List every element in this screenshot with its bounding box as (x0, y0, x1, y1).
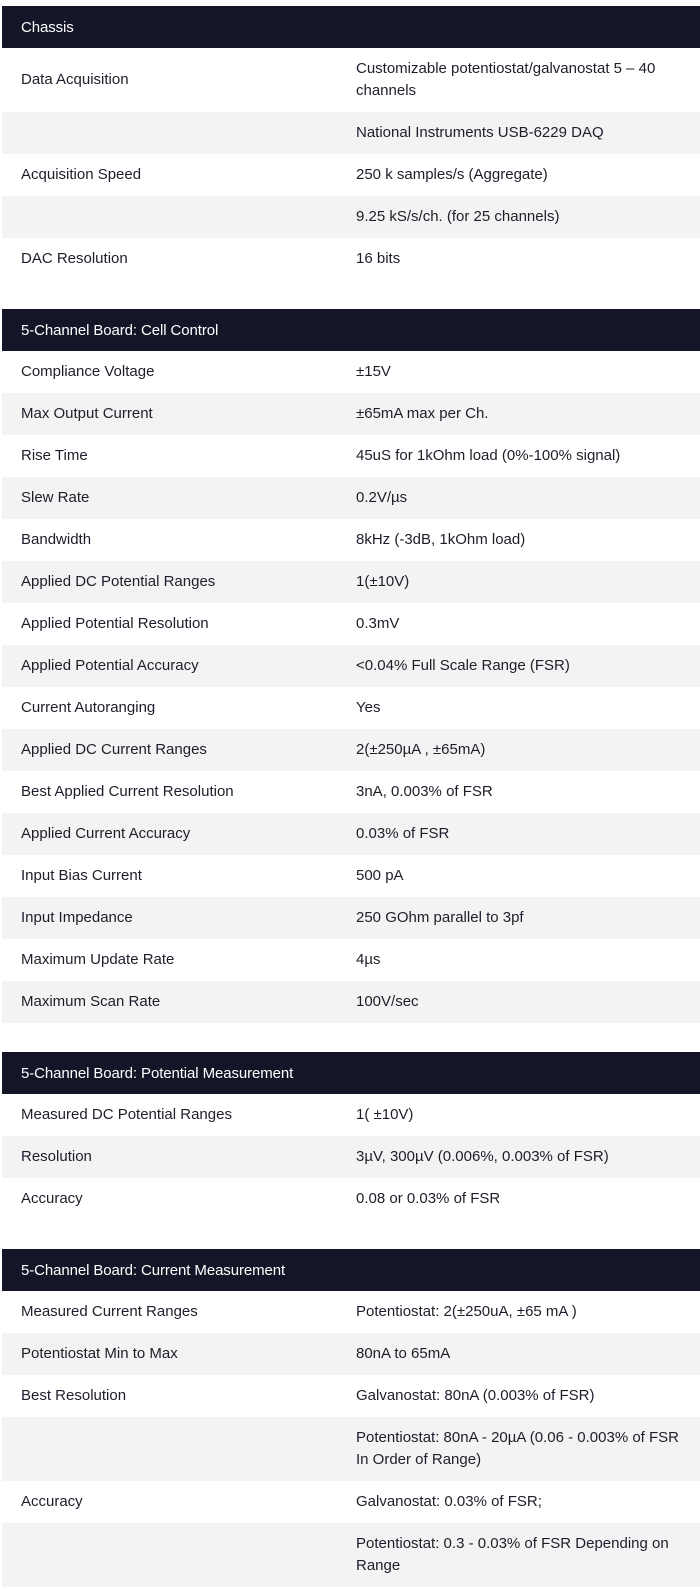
spec-row (2, 238, 700, 280)
spec-value: Customizable potentiostat/galvanostat 5 – 40 channels (356, 60, 656, 99)
spec-value: 3µV, 300µV (0.006%, 0.003% of FSR) (343, 1136, 700, 1178)
spec-row (2, 939, 700, 981)
spec-value: <0.04% Full Scale Range (FSR) (343, 645, 700, 687)
spec-row (2, 112, 700, 154)
spec-row (2, 1481, 700, 1523)
spec-value: 80nA to 65mA (343, 1333, 700, 1375)
spec-value: 0.08 or 0.03% of FSR (356, 1190, 501, 1207)
spec-label: Measured Current Ranges (21, 1303, 198, 1320)
spec-label: Input Impedance (2, 897, 343, 939)
spec-row (2, 1094, 700, 1136)
spec-value: 4µs (356, 951, 381, 968)
spec-value: National Instruments USB-6229 DAQ (343, 112, 700, 154)
spec-value: 2(±250µA , ±65mA) (343, 729, 700, 771)
section-potential-measurement (2, 1052, 698, 1220)
spec-label: Max Output Current (2, 393, 343, 435)
spec-label: Accuracy (21, 1190, 83, 1207)
spec-row (2, 1178, 700, 1220)
spec-value: 8kHz (-3dB, 1kOhm load) (356, 531, 526, 548)
spec-row (2, 897, 700, 939)
spec-value: 0.2V/µs (343, 477, 700, 519)
spec-label (2, 112, 343, 154)
spec-value: 3nA, 0.003% of FSR (356, 783, 493, 800)
spec-label: Input Bias Current (21, 867, 142, 884)
section-cell-control (2, 309, 698, 1023)
spec-row (2, 154, 700, 196)
spec-table (2, 1052, 700, 1220)
section-header: 5-Channel Board: Potential Measurement (2, 1052, 700, 1094)
section-header: 5-Channel Board: Current Measurement (2, 1249, 700, 1291)
spec-label: Rise Time (21, 447, 88, 464)
spec-row (2, 351, 700, 393)
spec-row (2, 48, 700, 112)
spec-label: Applied DC Potential Ranges (2, 561, 343, 603)
spec-label: Compliance Voltage (21, 363, 155, 380)
spec-label: Data Acquisition (21, 71, 129, 88)
spec-value: 0.03% of FSR (343, 813, 700, 855)
spec-value: ±65mA max per Ch. (343, 393, 700, 435)
spec-row (2, 196, 700, 238)
spec-label: Resolution (2, 1136, 343, 1178)
spec-row (2, 687, 700, 729)
spec-row (2, 855, 700, 897)
spec-label (2, 196, 343, 238)
spec-value: 16 bits (356, 250, 401, 267)
spec-label: Best Resolution (21, 1387, 127, 1404)
spec-row (2, 1375, 700, 1417)
spec-row (2, 645, 700, 687)
section-current-measurement (2, 1249, 698, 1587)
spec-value: 0.3mV (356, 615, 400, 632)
spec-value: Potentiostat: 80nA - 20µA (0.06 - 0.003% of FSR In Order of Range) (343, 1417, 700, 1481)
spec-label: DAC Resolution (21, 250, 128, 267)
spec-value: Potentiostat: 0.3 - 0.03% of FSR Depending on Range (343, 1523, 700, 1587)
spec-label: Applied DC Current Ranges (2, 729, 343, 771)
spec-label: Acquisition Speed (21, 166, 142, 183)
spec-row (2, 729, 700, 771)
spec-row (2, 519, 700, 561)
spec-label: Best Applied Current Resolution (21, 783, 234, 800)
spec-row (2, 1333, 700, 1375)
spec-row (2, 771, 700, 813)
spec-table (2, 1249, 700, 1587)
spec-value: 500 pA (356, 867, 404, 884)
spec-label: Bandwidth (21, 531, 92, 548)
spec-value: 1(±10V) (343, 561, 700, 603)
spec-value: 250 GOhm parallel to 3pf (343, 897, 700, 939)
spec-row (2, 1417, 700, 1481)
spec-row (2, 561, 700, 603)
spec-row (2, 393, 700, 435)
section-header: Chassis (2, 6, 700, 48)
spec-value: Galvanostat: 80nA (0.003% of FSR) (356, 1387, 595, 1404)
spec-label (2, 1523, 343, 1587)
spec-value: 45uS for 1kOhm load (0%-100% signal) (356, 447, 621, 464)
spec-label: Applied Current Accuracy (2, 813, 343, 855)
spec-label: Current Autoranging (21, 699, 156, 716)
section-header: 5-Channel Board: Cell Control (2, 309, 700, 351)
spec-row (2, 813, 700, 855)
spec-row (2, 603, 700, 645)
spec-row (2, 1523, 700, 1587)
spec-table (2, 6, 700, 280)
spec-value: Galvanostat: 0.03% of FSR; (356, 1493, 542, 1510)
spec-label: Applied Potential Resolution (21, 615, 209, 632)
spec-label: Maximum Scan Rate (2, 981, 343, 1023)
spec-value: 250 k samples/s (Aggregate) (356, 166, 548, 183)
spec-row (2, 477, 700, 519)
spec-value: ±15V (356, 363, 391, 380)
spec-value: Potentiostat: 2(±250uA, ±65 mA ) (356, 1303, 577, 1320)
section-chassis (2, 6, 698, 280)
spec-label: Potentiostat Min to Max (2, 1333, 343, 1375)
spec-row (2, 1291, 700, 1333)
spec-label: Slew Rate (2, 477, 343, 519)
spec-row (2, 981, 700, 1023)
spec-label: Measured DC Potential Ranges (21, 1106, 232, 1123)
spec-label (2, 1417, 343, 1481)
spec-table (2, 309, 700, 1023)
spec-row (2, 1136, 700, 1178)
spec-value: 1( ±10V) (356, 1106, 414, 1123)
spec-label: Maximum Update Rate (21, 951, 175, 968)
spec-row (2, 435, 700, 477)
spec-label: Accuracy (21, 1493, 83, 1510)
spec-label: Applied Potential Accuracy (2, 645, 343, 687)
spec-value: Yes (356, 699, 381, 716)
spec-value: 100V/sec (343, 981, 700, 1023)
spec-value: 9.25 kS/s/ch. (for 25 channels) (343, 196, 700, 238)
